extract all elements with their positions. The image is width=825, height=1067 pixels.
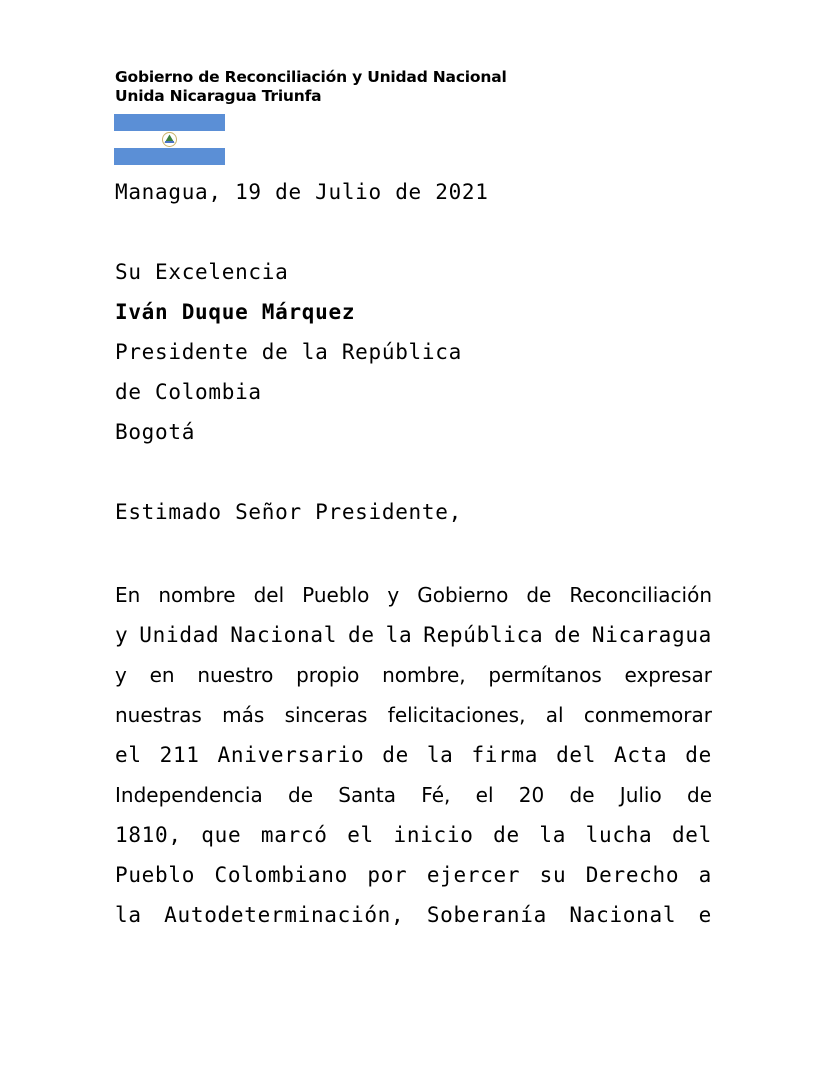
recipient-name: Iván Duque Márquez: [115, 300, 356, 324]
body-line: y en nuestro propio nombre, permítanos expresar: [115, 663, 712, 687]
body-line: nuestras más sinceras felicitaciones, al conmemorar: [115, 703, 712, 727]
letterhead: [115, 68, 507, 106]
body-line: 1810, que marcó el inicio de la lucha del: [115, 823, 712, 847]
nicaragua-flag-icon: [114, 114, 225, 165]
recipient-title: Su Excelencia: [115, 260, 289, 284]
recipient-country: de Colombia: [115, 380, 262, 404]
body-line: En nombre del Pueblo y Gobierno de Reconciliación: [115, 583, 712, 607]
letterhead-slogan: Unida Nicaragua Triunfa: [115, 87, 322, 105]
letter-greeting: Estimado Señor Presidente,: [115, 500, 462, 524]
recipient-position: Presidente de la República: [115, 340, 462, 364]
body-line: la Autodeterminación, Soberanía Nacional e: [115, 903, 712, 927]
letterhead-government-name: Gobierno de Reconciliación y Unidad Nacional: [115, 68, 507, 86]
letter-date: Managua, 19 de Julio de 2021: [115, 180, 489, 204]
body-line: Pueblo Colombiano por ejercer su Derecho a: [115, 863, 712, 887]
body-line: y Unidad Nacional de la República de Nicaragua: [115, 623, 712, 647]
recipient-city: Bogotá: [115, 420, 196, 444]
body-line: el 211 Aniversario de la firma del Acta de: [115, 743, 712, 767]
letter-body-paragraph: [115, 575, 712, 935]
body-line: Independencia de Santa Fé, el 20 de Julio de: [115, 783, 712, 807]
